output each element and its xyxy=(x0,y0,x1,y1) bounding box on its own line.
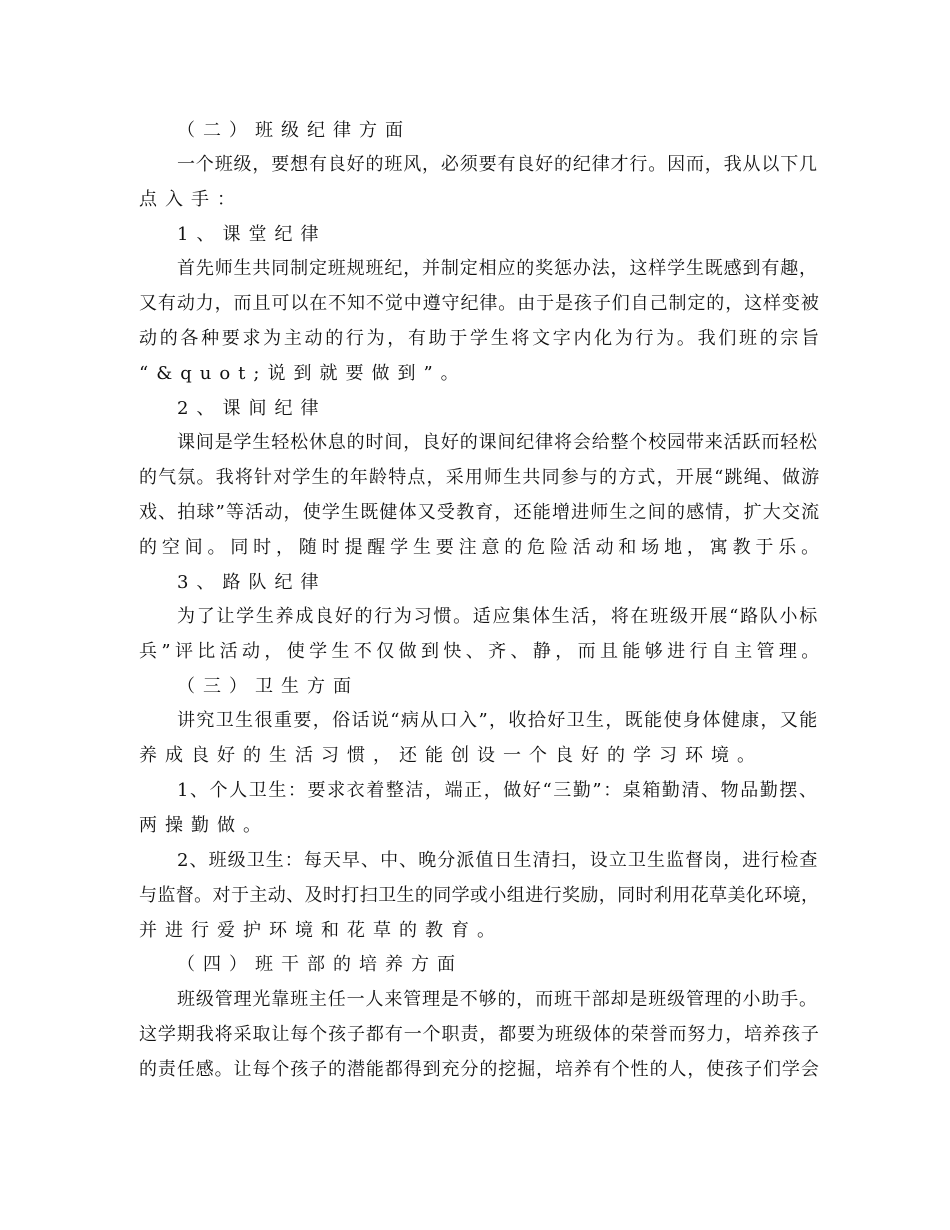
paragraph-line: 与监督。对于主动、及时打扫卫生的同学或小组进行奖励，同时利用花草美化环境， xyxy=(139,885,820,906)
paragraph-line: “&quot;说到就要做到”。 xyxy=(139,363,467,384)
subheading-classroom-discipline: 1、课堂纪律 xyxy=(177,224,327,245)
paragraph-line: 课间是学生轻松休息的时间，良好的课间纪律将会给整个校园带来活跃而轻松 xyxy=(177,432,818,453)
section-heading-discipline: （二）班级纪律方面 xyxy=(177,120,411,141)
paragraph-line: 1、个人卫生：要求衣着整洁，端正，做好“三勤”：桌箱勤清、物品勤摆、 xyxy=(177,780,819,801)
paragraph-line: 首先师生共同制定班规班纪，并制定相应的奖惩办法，这样学生既感到有趣， xyxy=(177,258,818,279)
paragraph-line: 动的各种要求为主动的行为，有助于学生将文字内化为行为。我们班的宗旨 xyxy=(139,328,822,349)
paragraph-line: 这学期我将采取让每个孩子都有一个职责，都要为班级体的荣誉而努力，培养孩子 xyxy=(139,1024,820,1045)
paragraph-line: 2、班级卫生：每天早、中、晚分派值日生清扫，设立卫生监督岗，进行检查 xyxy=(177,850,819,871)
paragraph-line: 的气氛。我将针对学生的年龄特点，采用师生共同参与的方式，开展“跳绳、做游 xyxy=(139,467,821,488)
paragraph-line: 两操勤做。 xyxy=(139,815,269,836)
paragraph-line: 并进行爱护环境和花草的教育。 xyxy=(139,920,503,941)
paragraph-line: 又有动力，而且可以在不知不觉中遵守纪律。由于是孩子们自己制定的，这样变被 xyxy=(139,293,820,314)
section-heading-class-cadres: （四）班干部的培养方面 xyxy=(177,954,463,975)
paragraph-line: 为了让学生养成良好的行为习惯。适应集体生活，将在班级开展“路队小标 xyxy=(177,606,819,627)
paragraph-line: 的责任感。让每个孩子的潜能都得到充分的挖掘，培养有个性的人，使孩子们学会 xyxy=(139,1059,820,1080)
paragraph-line: 的空间。同时，随时提醒学生要注意的危险活动和场地，寓教于乐。 xyxy=(139,537,824,558)
section-heading-hygiene: （三）卫生方面 xyxy=(177,676,359,697)
paragraph-line: 点入手： xyxy=(139,189,243,210)
paragraph-line: 戏、拍球”等活动，使学生既健体又受教育，还能增进师生之间的感情，扩大交流 xyxy=(139,502,821,523)
paragraph-line: 养成良好的生活习惯，还能创设一个良好的学习环境。 xyxy=(139,745,763,766)
subheading-recess-discipline: 2、课间纪律 xyxy=(177,398,327,419)
paragraph-line: 讲究卫生很重要，俗话说“病从口入”，收拾好卫生，既能使身体健康，又能 xyxy=(177,710,819,731)
subheading-queue-discipline: 3、路队纪律 xyxy=(177,572,327,593)
paragraph-line: 一个班级，要想有良好的班风，必须要有良好的纪律才行。因而，我从以下几 xyxy=(177,154,818,175)
paragraph-line: 兵”评比活动，使学生不仅做到快、齐、静，而且能够进行自主管理。 xyxy=(139,641,824,662)
paragraph-line: 班级管理光靠班主任一人来管理是不够的，而班干部却是班级管理的小助手。 xyxy=(177,989,818,1010)
